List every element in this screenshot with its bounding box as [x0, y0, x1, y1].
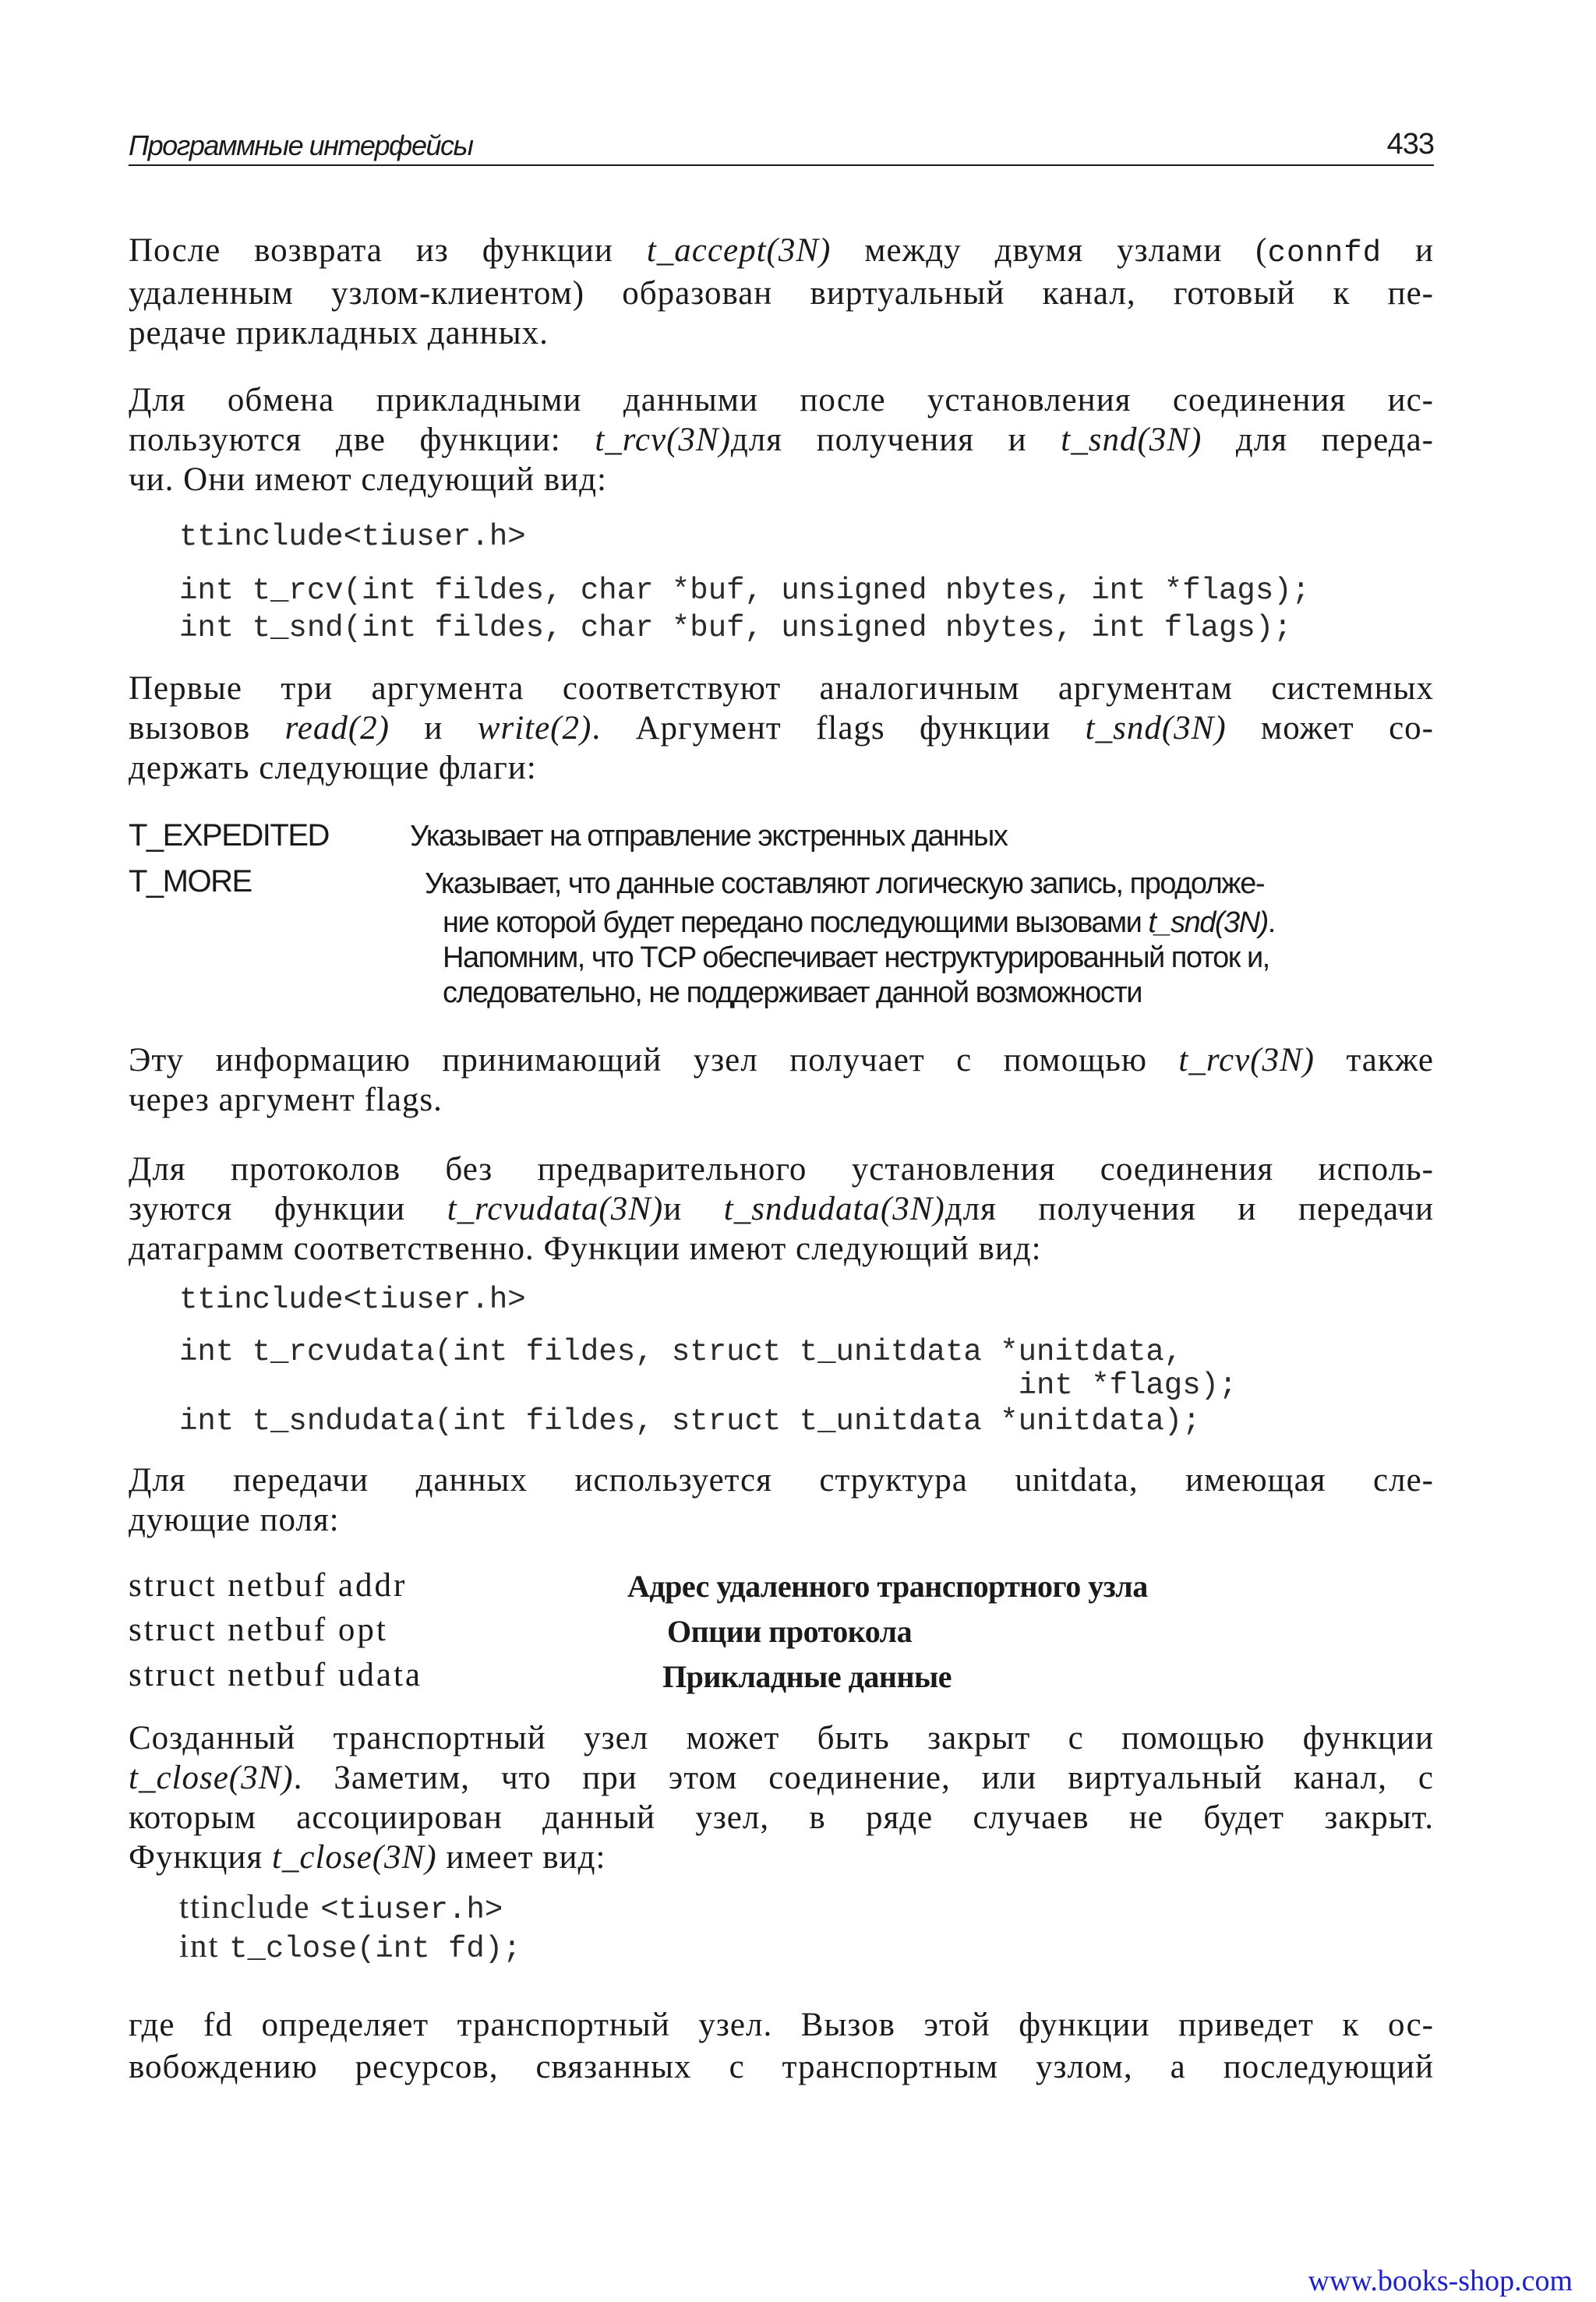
function-ref: t_close(3N): [271, 1839, 437, 1876]
text-line: датаграмм соответственно. Функции имеют следующий вид:: [129, 1230, 1042, 1267]
text-line: пользуются две функции: t_rcv(3N)для получения и t_snd(3N) для переда-: [129, 422, 1435, 458]
paragraph-close: [129, 1718, 1434, 1877]
function-ref: t_snd(3N): [1085, 710, 1227, 747]
function-ref: t_accept(3N): [646, 232, 832, 269]
flag-desc-more-l4: следовательно, не поддерживает данной возможности: [443, 976, 1142, 1009]
code-t-rcv: int t_rcv(int fildes, char *buf, unsigned nbytes, int *flags);: [179, 574, 1311, 608]
field-type-opt: struct netbuf opt: [129, 1612, 388, 1648]
field-desc-addr: Адрес удаленного транспортного узла: [627, 1569, 1148, 1604]
text-line: которым ассоциирован данный узел, в ряде случаев не будет закрыт.: [129, 1799, 1434, 1836]
text-line: дующие поля:: [129, 1502, 340, 1538]
text-line: где fd определяет транспортный узел. Вызов этой функции приведет к ос-: [129, 2007, 1434, 2043]
code-t-snd: int t_snd(int fildes, char *buf, unsigned nbytes, int flags);: [179, 611, 1292, 645]
flag-desc-more-l1: Указывает, что данные составляют логическую запись, продолже-: [425, 867, 1265, 900]
header-rule: [129, 164, 1434, 166]
function-ref: t_snd(3N): [1061, 422, 1202, 458]
paragraph-unitdata: [129, 1460, 1434, 1540]
flag-desc-more-l2: ние которой будет передано последующими вызовами t_snd(3N).: [443, 906, 1275, 939]
text-line: После возврата из функции t_accept(3N) между двумя узлами (connfd и: [129, 232, 1435, 270]
text-line: держать следующие флаги:: [129, 750, 537, 786]
code-include: ttinclude<tiuser.h>: [179, 1283, 526, 1317]
text-line: вызовов read(2) и write(2). Аргумент flags функции t_snd(3N) может со-: [129, 710, 1434, 747]
text-line: t_close(3N). Заметим, что при этом соединение, или виртуальный канал, с: [129, 1760, 1434, 1796]
code-include: ttinclude <tiuser.h>: [179, 1889, 503, 1927]
text-line: редаче прикладных данных.: [129, 315, 549, 351]
code-include: ttinclude<tiuser.h>: [179, 520, 526, 554]
function-ref: t_sndudata(3N): [723, 1191, 945, 1227]
flag-desc-expedited: Указывает на отправление экстренных данных: [410, 820, 1008, 853]
paragraph-rcv-flags: [129, 1040, 1434, 1120]
function-ref: t_rcvudata(3N): [447, 1191, 664, 1227]
text-line: Для передачи данных используется структура unitdata, имеющая сле-: [129, 1462, 1434, 1499]
flag-name-expedited: T_EXPEDITED: [129, 818, 329, 853]
text-line: Функция t_close(3N) имеет вид:: [129, 1839, 606, 1876]
paragraph-udata-intro: [129, 1149, 1434, 1269]
code-t-rcvudata-cont: int *flags);: [179, 1368, 1238, 1403]
code-t-rcvudata: int t_rcvudata(int fildes, struct t_unitdata *unitdata,: [179, 1335, 1183, 1369]
text-line: зуются функции t_rcvudata(3N)и t_sndudata(3N)для получения и передачи: [129, 1191, 1434, 1227]
paragraph-accept: [129, 231, 1434, 353]
text-line: чи. Они имеют следующий вид:: [129, 461, 607, 498]
text-line: удаленным узлом-клиентом) образован виртуальный канал, готовый к пе-: [129, 275, 1434, 312]
field-type-udata: struct netbuf udata: [129, 1657, 423, 1693]
function-ref: t_close(3N): [129, 1760, 294, 1796]
code-ref: connfd: [1267, 236, 1382, 270]
text-line: через аргумент flags.: [129, 1082, 443, 1118]
function-ref: t_rcv(3N): [595, 422, 731, 458]
running-header-title: Программные интерфейсы: [129, 129, 473, 161]
paragraph-rcv-snd-intro: [129, 380, 1434, 500]
function-ref: write(2): [477, 710, 592, 747]
text-line: вобождению ресурсов, связанных с транспортным узлом, а последующий: [129, 2049, 1434, 2085]
code-t-close: int t_close(int fd);: [179, 1928, 521, 1966]
field-desc-opt: Опции протокола: [667, 1614, 913, 1649]
code-t-sndudata: int t_sndudata(int fildes, struct t_unitdata *unitdata);: [179, 1404, 1201, 1439]
field-type-addr: struct netbuf addr: [129, 1567, 408, 1604]
flag-desc-more-l3: Напомним, что TCP обеспечивает неструктурированный поток и,: [443, 941, 1269, 974]
text-line: Для обмена прикладными данными после установления соединения ис-: [129, 382, 1434, 418]
text-line: Первые три аргумента соответствуют аналогичным аргументам системных: [129, 670, 1434, 707]
text-line: Созданный транспортный узел может быть закрыт с помощью функции: [129, 1720, 1434, 1757]
text-line: Эту информацию принимающий узел получает с помощью t_rcv(3N) также: [129, 1042, 1434, 1079]
paragraph-fd: [129, 2004, 1434, 2088]
flag-name-more: T_MORE: [129, 864, 252, 899]
field-desc-udata: Прикладные данные: [662, 1659, 952, 1694]
paragraph-flags-intro: [129, 669, 1434, 788]
function-ref: read(2): [284, 710, 390, 747]
text-line: Для протоколов без предварительного установления соединения исполь-: [129, 1151, 1434, 1188]
footer-site-link[interactable]: www.books-shop.com: [1308, 2265, 1573, 2297]
page-number: 433: [1386, 128, 1434, 161]
function-ref: t_rcv(3N): [1178, 1042, 1315, 1079]
function-ref: t_snd(3N): [1148, 906, 1268, 939]
